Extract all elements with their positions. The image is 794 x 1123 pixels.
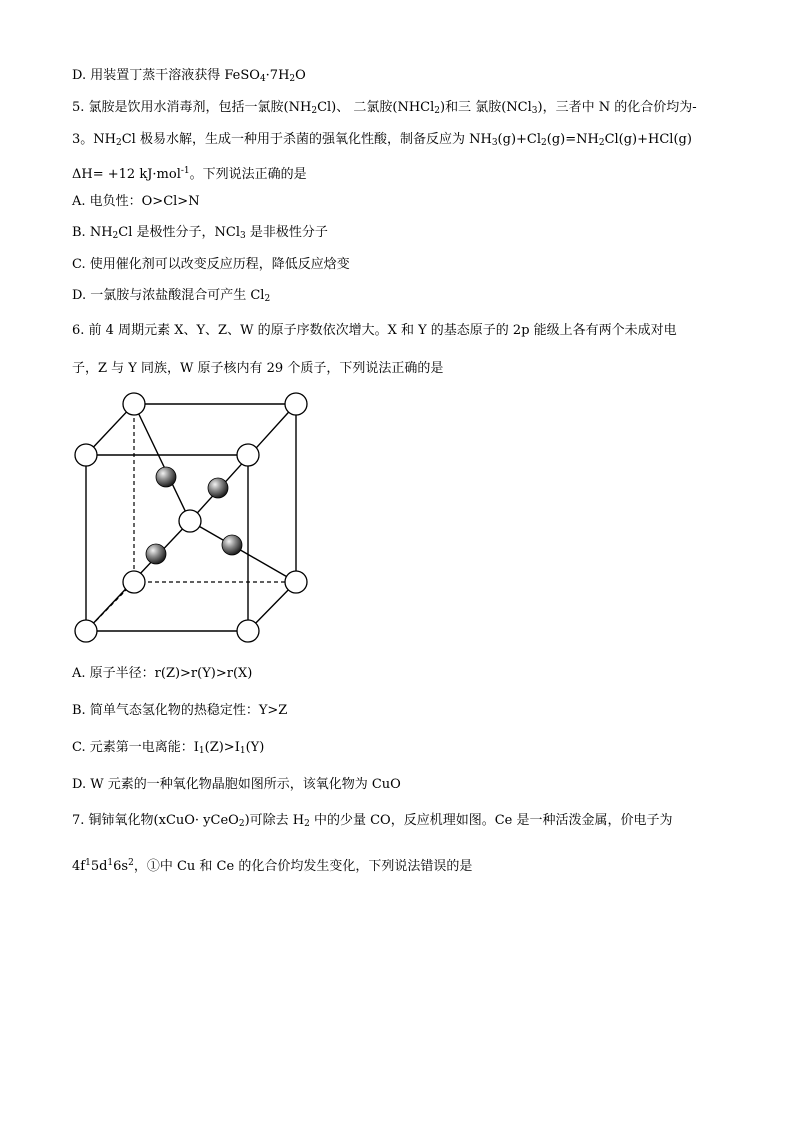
q5-option-a: A. 电负性：O>Cl>N [72, 194, 200, 209]
q6-option-b: B. 简单气态氢化物的热稳定性：Y>Z [72, 703, 288, 718]
q5-stem-line3: ΔH= +12 kJ·mol$^{-1}$。下列说法正确的是 [72, 166, 307, 182]
corner-atom [285, 571, 307, 593]
crystal-cell-diagram [70, 392, 320, 647]
corner-atom [237, 620, 259, 642]
q5-stem-line2: 3。$NH_2Cl$ 极易水解，生成一种用于杀菌的强氧化性酸，制备反应为 $NH_3(g)+Cl_2(g)=NH_2Cl(g)+HCl(g)$ [72, 132, 692, 148]
q6-option-c: C. 元素第一电离能：$I_1(Z)>I_1(Y)$ [72, 740, 265, 756]
q6-option-a: A. 原子半径：r(Z)>r(Y)>r(X) [72, 666, 253, 681]
interior-atom [208, 478, 228, 498]
corner-atom [237, 444, 259, 466]
corner-atom [123, 393, 145, 415]
q4-option-d: D. 用装置丁蒸干溶液获得 $FeSO_4\cdot 7H_2O$ [72, 68, 306, 84]
corner-atom [75, 620, 97, 642]
q6-option-d: D. W 元素的一种氧化物晶胞如图所示，该氧化物为 CuO [72, 777, 401, 792]
q6-stem-line1: 6. 前 4 周期元素 X、Y、Z、W 的原子序数依次增大。X 和 Y 的基态原子的 2p 能级上各有两个未成对电 [72, 323, 677, 338]
q5-option-c: C. 使用催化剂可以改变反应历程，降低反应焓变 [72, 257, 350, 272]
q6-stem-line2: 子，Z 与 Y 同族，W 原子核内有 29 个质子，下列说法正确的是 [72, 361, 444, 376]
interior-atom [146, 544, 166, 564]
q5-option-d: D. 一氯胺与浓盐酸混合可产生 $Cl_2$ [72, 288, 271, 304]
corner-atom [285, 393, 307, 415]
q5-option-b: B. $NH_2Cl$ 是极性分子，NCl$_3$ 是非极性分子 [72, 225, 328, 241]
corner-atom [75, 444, 97, 466]
corner-atom [123, 571, 145, 593]
q7-stem-line2: $4f^15d^16s^2$，①中 Cu 和 Ce 的化合价均发生变化，下列说法错误的是 [72, 858, 473, 874]
center-atom [179, 510, 201, 532]
q7-stem-line1: 7. 铜铈氧化物(xCuO· yCeO$_2$)可除去 $H_2$ 中的少量 CO，反应机理如图。Ce 是一种活泼金属，价电子为 [72, 813, 673, 829]
q5-stem-line1: 5. 氯胺是饮用水消毒剂，包括一氯胺$(NH_2Cl)$、 二氯胺(NHCl$_2$)和三 氯胺(NCl$_3$)，三者中 N 的化合价均为- [72, 100, 697, 116]
interior-atom [156, 467, 176, 487]
interior-atom [222, 535, 242, 555]
